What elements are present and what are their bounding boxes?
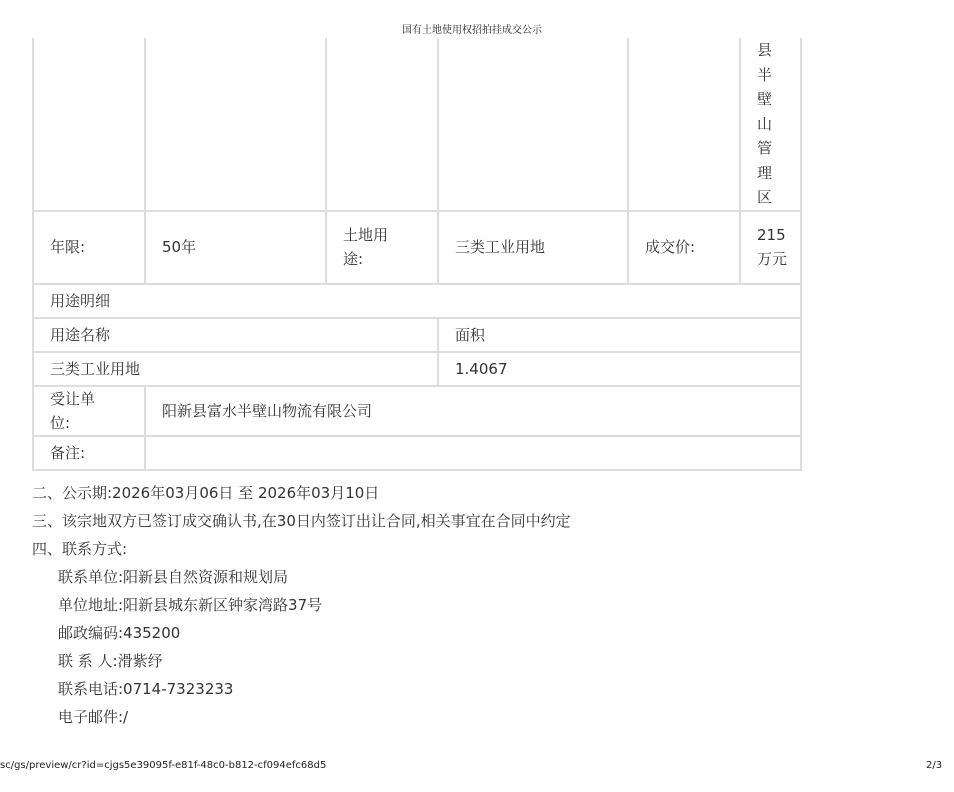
table-row-use-header [33,318,801,352]
use-name-value: 三类工业用地 [33,352,438,386]
land-transaction-table [32,38,802,471]
grantee-value: 阳新县富水半壁山物流有限公司 [145,386,801,436]
contact-address: 单位地址:阳新县城东新区钟家湾路37号 [58,596,323,614]
area-value: 1.4067 [438,352,801,386]
term-value: 50年 [145,211,326,284]
use-name-header: 用途名称 [33,318,438,352]
remarks-value [145,436,801,470]
publicity-period: 二、公示期:2026年03月06日 至 2026年03月10日 [32,484,380,502]
price-value-cell [740,211,801,284]
table-row-location [33,38,801,211]
table-row-term [33,211,801,284]
term-label: 年限: [33,211,145,284]
table-row-use-detail [33,284,801,318]
contact-postcode: 邮政编码:435200 [58,624,181,642]
location-tail-text: 县半壁山管理区 [757,41,773,206]
page-header-title: 国有土地使用权招拍挂成交公示 [402,25,542,36]
use-detail-label: 用途明细 [33,284,801,318]
contact-person: 联 系 人:滑紫纾 [58,652,163,670]
remarks-label: 备注: [33,436,145,470]
location-tail-cell [740,38,801,211]
table-cell-empty [326,38,438,211]
price-label: 成交价: [628,211,740,284]
price-value: 215万元 [757,226,788,268]
footer-page-number: 2/3 [926,760,943,771]
contact-email: 电子邮件:/ [58,708,129,726]
table-row-remarks [33,436,801,470]
table-row-grantee [33,386,801,436]
contact-phone: 联系电话:0714-7323233 [58,680,234,698]
table-row [33,352,801,386]
contract-notice: 三、该宗地双方已签订成交确认书,在30日内签订出让合同,相关事宜在合同中约定 [32,512,571,530]
table-cell-empty [628,38,740,211]
contact-heading: 四、联系方式: [32,540,128,558]
footer-url: sc/gs/preview/cr?id=cjgs5e39095f-e81f-48c0-b812-cf094efc68d5 [0,760,327,771]
table-cell-empty [33,38,145,211]
area-header: 面积 [438,318,801,352]
table-cell-empty [438,38,628,211]
table-cell-empty [145,38,326,211]
contact-unit: 联系单位:阳新县自然资源和规划局 [58,568,289,586]
land-use-label: 土地用途: [326,211,438,284]
land-use-value: 三类工业用地 [438,211,628,284]
grantee-label: 受让单位: [33,386,145,436]
